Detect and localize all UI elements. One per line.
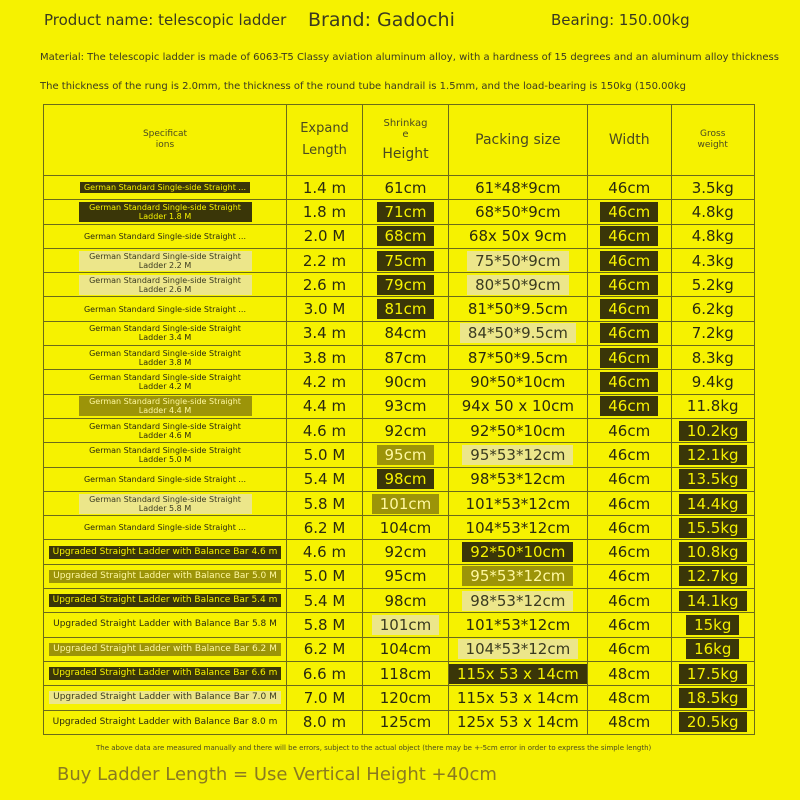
col-header-weight: Gross weight [671,105,754,176]
expand-cell: 5.4 M [287,467,363,491]
measurement-disclaimer: The above data are measured manually and there will be errors, subject to the actual object (there may be +-5cm error in order to express the simple length) [96,744,652,752]
expand-cell: 5.4 M [287,589,363,613]
expand-cell: 1.4 m [287,176,363,200]
width-cell: 46cm [587,540,671,564]
expand-cell: 5.0 M [287,564,363,588]
packing-cell: 75*50*9cm [449,248,588,272]
table-row [44,540,755,564]
weight-cell: 14.4kg [671,491,754,515]
col-header-packing: Packing size [449,105,588,176]
length-tip: Buy Ladder Length = Use Vertical Height +40cm [57,764,497,785]
width-cell: 46cm [587,248,671,272]
weight-cell: 13.5kg [671,467,754,491]
height-cell: 98cm [363,467,449,491]
product-name: Product name: telescopic ladder [44,11,287,29]
brand-name: Brand: Gadochi [308,9,455,31]
table-row [44,467,755,491]
table-row [44,516,755,540]
weight-cell: 16kg [671,637,754,661]
spec-cell: German Standard Single-side Straight ... [44,176,287,200]
weight-cell: 3.5kg [671,176,754,200]
packing-cell: 68x 50x 9cm [449,224,588,248]
spec-cell: German Standard Single-side Straight Ladder 2.2 M [44,248,287,272]
expand-cell: 2.6 m [287,273,363,297]
expand-cell: 3.0 M [287,297,363,321]
width-cell: 46cm [587,613,671,637]
weight-cell: 10.2kg [671,418,754,442]
height-cell: 68cm [363,224,449,248]
height-cell: 81cm [363,297,449,321]
spec-cell: German Standard Single-side Straight Ladder 1.8 M [44,200,287,224]
table-row [44,224,755,248]
expand-cell: 6.6 m [287,661,363,685]
packing-cell: 61*48*9cm [449,176,588,200]
packing-cell: 98*53*12cm [449,589,588,613]
height-cell: 95cm [363,564,449,588]
weight-cell: 15.5kg [671,516,754,540]
expand-cell: 5.0 M [287,443,363,467]
table-row [44,273,755,297]
height-cell: 118cm [363,661,449,685]
spec-cell: German Standard Single-side Straight ... [44,467,287,491]
col-header-spec: Specificat ions [44,105,287,176]
height-cell: 104cm [363,516,449,540]
width-cell: 46cm [587,297,671,321]
expand-cell: 4.6 m [287,418,363,442]
packing-cell: 92*50*10cm [449,418,588,442]
packing-cell: 87*50*9.5cm [449,346,588,370]
table-row [44,297,755,321]
width-cell: 46cm [587,443,671,467]
weight-cell: 10.8kg [671,540,754,564]
height-cell: 71cm [363,200,449,224]
packing-cell: 92*50*10cm [449,540,588,564]
weight-cell: 4.8kg [671,224,754,248]
spec-cell: German Standard Single-side Straight ... [44,297,287,321]
expand-cell: 4.4 m [287,394,363,418]
table-row [44,491,755,515]
weight-cell: 20.5kg [671,710,754,734]
packing-cell: 104*53*12cm [449,637,588,661]
height-cell: 87cm [363,346,449,370]
width-cell: 46cm [587,321,671,345]
table-row [44,248,755,272]
height-cell: 90cm [363,370,449,394]
table-row [44,613,755,637]
table-row [44,710,755,734]
col-header-expand: Expand Length [287,105,363,176]
width-cell: 46cm [587,273,671,297]
expand-cell: 4.2 m [287,370,363,394]
weight-cell: 8.3kg [671,346,754,370]
width-cell: 46cm [587,491,671,515]
packing-cell: 94x 50 x 10cm [449,394,588,418]
weight-cell: 12.1kg [671,443,754,467]
spec-cell: Upgraded Straight Ladder with Balance Bar 6.2 M [44,637,287,661]
width-cell: 46cm [587,516,671,540]
expand-cell: 8.0 m [287,710,363,734]
packing-cell: 95*53*12cm [449,443,588,467]
width-cell: 46cm [587,224,671,248]
expand-cell: 5.8 M [287,613,363,637]
spec-cell: Upgraded Straight Ladder with Balance Bar 5.8 M [44,613,287,637]
packing-cell: 68*50*9cm [449,200,588,224]
table-row [44,589,755,613]
col-header-shrink: Shrinkag e Height [363,105,449,176]
height-cell: 95cm [363,443,449,467]
width-cell: 46cm [587,418,671,442]
bearing-capacity: Bearing: 150.00kg [551,11,690,29]
height-cell: 93cm [363,394,449,418]
spec-cell: German Standard Single-side Straight Ladder 3.4 M [44,321,287,345]
weight-cell: 18.5kg [671,686,754,710]
weight-cell: 4.3kg [671,248,754,272]
expand-cell: 3.8 m [287,346,363,370]
spec-cell: Upgraded Straight Ladder with Balance Bar 8.0 m [44,710,287,734]
height-cell: 84cm [363,321,449,345]
spec-table [43,104,755,735]
weight-cell: 5.2kg [671,273,754,297]
weight-cell: 12.7kg [671,564,754,588]
table-row [44,637,755,661]
packing-cell: 115x 53 x 14cm [449,686,588,710]
table-row [44,370,755,394]
width-cell: 46cm [587,589,671,613]
packing-cell: 84*50*9.5cm [449,321,588,345]
spec-cell: Upgraded Straight Ladder with Balance Bar 6.6 m [44,661,287,685]
height-cell: 61cm [363,176,449,200]
height-cell: 104cm [363,637,449,661]
weight-cell: 7.2kg [671,321,754,345]
packing-cell: 90*50*10cm [449,370,588,394]
weight-cell: 6.2kg [671,297,754,321]
width-cell: 46cm [587,176,671,200]
height-cell: 92cm [363,540,449,564]
table-row [44,686,755,710]
packing-cell: 98*53*12cm [449,467,588,491]
weight-cell: 15kg [671,613,754,637]
spec-cell: Upgraded Straight Ladder with Balance Bar 7.0 M [44,686,287,710]
table-row [44,443,755,467]
spec-cell: Upgraded Straight Ladder with Balance Bar 4.6 m [44,540,287,564]
table-header-row [44,105,755,176]
expand-cell: 6.2 M [287,516,363,540]
weight-cell: 17.5kg [671,661,754,685]
thickness-note: The thickness of the rung is 2.0mm, the thickness of the round tube handrail is 1.5mm, and the load-bearing is 150kg (150.00kg [40,81,686,92]
table-row [44,176,755,200]
width-cell: 46cm [587,200,671,224]
width-cell: 46cm [587,346,671,370]
table-row [44,564,755,588]
weight-cell: 14.1kg [671,589,754,613]
height-cell: 125cm [363,710,449,734]
spec-cell: German Standard Single-side Straight Ladder 4.2 M [44,370,287,394]
expand-cell: 4.6 m [287,540,363,564]
weight-cell: 4.8kg [671,200,754,224]
spec-cell: German Standard Single-side Straight ... [44,516,287,540]
spec-cell: German Standard Single-side Straight ... [44,224,287,248]
width-cell: 48cm [587,710,671,734]
expand-cell: 6.2 M [287,637,363,661]
spec-cell: German Standard Single-side Straight Ladder 5.8 M [44,491,287,515]
table-row [44,394,755,418]
width-cell: 46cm [587,394,671,418]
height-cell: 79cm [363,273,449,297]
spec-cell: Upgraded Straight Ladder with Balance Bar 5.4 m [44,589,287,613]
weight-cell: 9.4kg [671,370,754,394]
weight-cell: 11.8kg [671,394,754,418]
width-cell: 46cm [587,637,671,661]
packing-cell: 101*53*12cm [449,491,588,515]
spec-cell: German Standard Single-side Straight Ladder 5.0 M [44,443,287,467]
table-row [44,418,755,442]
expand-cell: 3.4 m [287,321,363,345]
width-cell: 46cm [587,370,671,394]
packing-cell: 95*53*12cm [449,564,588,588]
table-row [44,321,755,345]
spec-cell: German Standard Single-side Straight Ladder 2.6 M [44,273,287,297]
table-row [44,661,755,685]
col-header-width: Width [587,105,671,176]
packing-cell: 81*50*9.5cm [449,297,588,321]
width-cell: 48cm [587,686,671,710]
height-cell: 101cm [363,613,449,637]
packing-cell: 125x 53 x 14cm [449,710,588,734]
height-cell: 101cm [363,491,449,515]
expand-cell: 1.8 m [287,200,363,224]
width-cell: 48cm [587,661,671,685]
spec-cell: Upgraded Straight Ladder with Balance Bar 5.0 M [44,564,287,588]
expand-cell: 2.0 M [287,224,363,248]
table-row [44,200,755,224]
packing-cell: 115x 53 x 14cm [449,661,588,685]
spec-cell: German Standard Single-side Straight Ladder 4.6 M [44,418,287,442]
packing-cell: 104*53*12cm [449,516,588,540]
height-cell: 98cm [363,589,449,613]
expand-cell: 5.8 M [287,491,363,515]
expand-cell: 7.0 M [287,686,363,710]
material-note: Material: The telescopic ladder is made of 6063-T5 Classy aviation aluminum alloy, with a hardness of 15 degrees and an aluminum alloy thickness [40,52,779,63]
expand-cell: 2.2 m [287,248,363,272]
packing-cell: 80*50*9cm [449,273,588,297]
spec-cell: German Standard Single-side Straight Ladder 4.4 M [44,394,287,418]
height-cell: 92cm [363,418,449,442]
width-cell: 46cm [587,564,671,588]
packing-cell: 101*53*12cm [449,613,588,637]
height-cell: 120cm [363,686,449,710]
height-cell: 75cm [363,248,449,272]
table-row [44,346,755,370]
spec-cell: German Standard Single-side Straight Ladder 3.8 M [44,346,287,370]
width-cell: 46cm [587,467,671,491]
